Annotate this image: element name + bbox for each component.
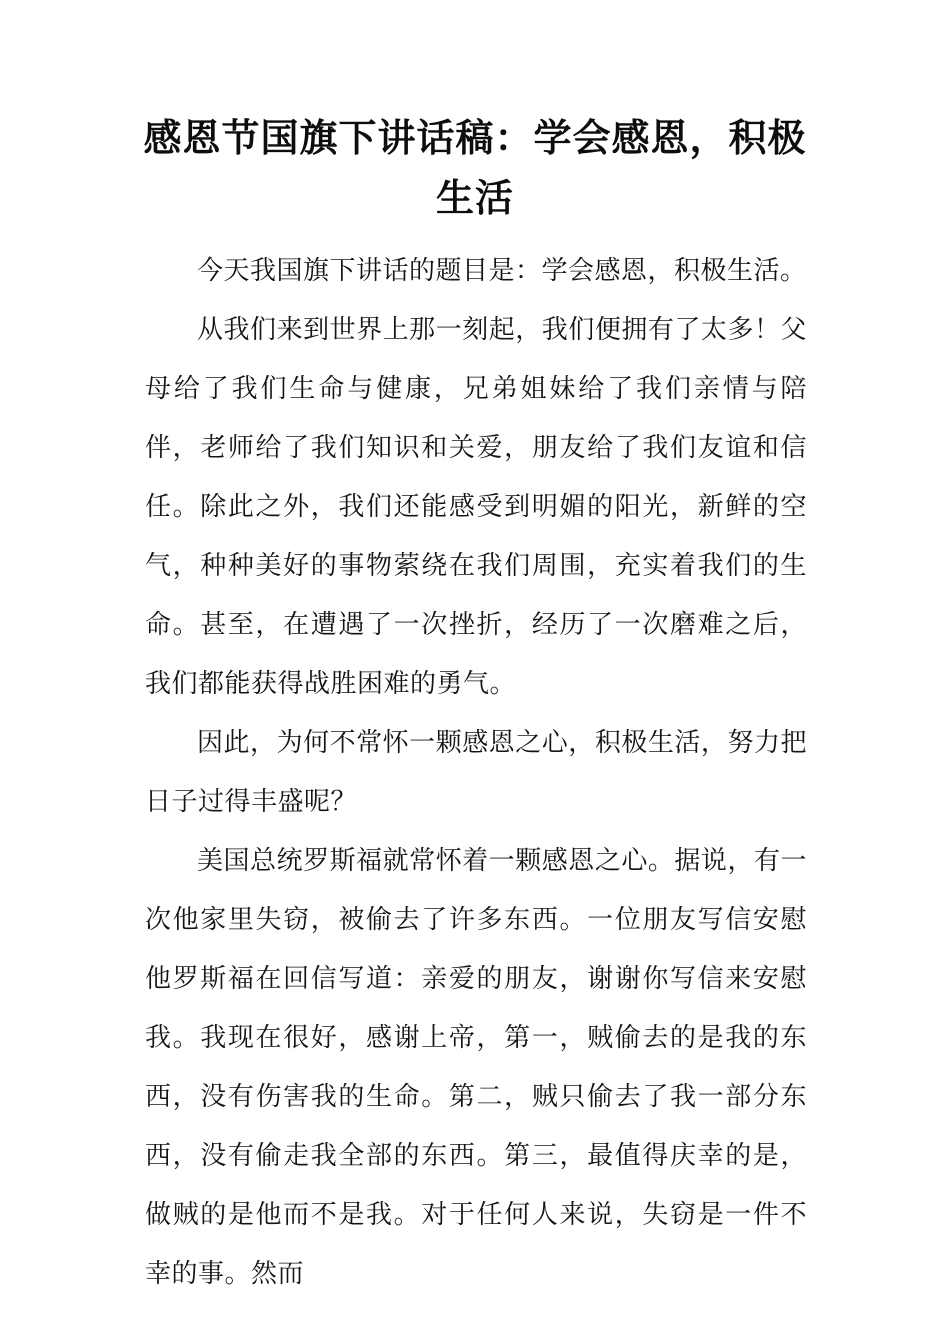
paragraph-2: 从我们来到世界上那一刻起，我们便拥有了太多！父母给了我们生命与健康，兄弟姐妹给了我们亲情与陪伴，老师给了我们知识和关爱，朋友给了我们友谊和信任。除此之外，我们还能感受到明媚的阳光，新鲜的空气，种种美好的事物萦绕在我们周围，充实着我们的生命。甚至，在遭遇了一次挫折，经历了一次磨难之后，我们都能获得战胜困难的勇气。 (145, 315, 807, 699)
paragraph-1: 今天我国旗下讲话的题目是：学会感恩，积极生活。 (197, 256, 807, 286)
document-body (145, 242, 807, 1304)
paragraph-4: 美国总统罗斯福就常怀着一颗感恩之心。据说，有一次他家里失窃，被偷去了许多东西。一位朋友写信安慰他罗斯福在回信写道：亲爱的朋友，谢谢你写信来安慰我。我现在很好，感谢上帝，第一，贼偷去的是我的东西，没有伤害我的生命。第二，贼只偷去了我一部分东西，没有偷走我全部的东西。第三，最值得庆幸的是，做贼的是他而不是我。对于任何人来说，失窃是一件不幸的事。然而 (145, 846, 807, 1289)
document-title: 感恩节国旗下讲话稿：学会感恩，积极生活 (143, 116, 807, 220)
paragraph-3: 因此，为何不常怀一颗感恩之心，积极生活，努力把日子过得丰盛呢？ (145, 728, 807, 817)
